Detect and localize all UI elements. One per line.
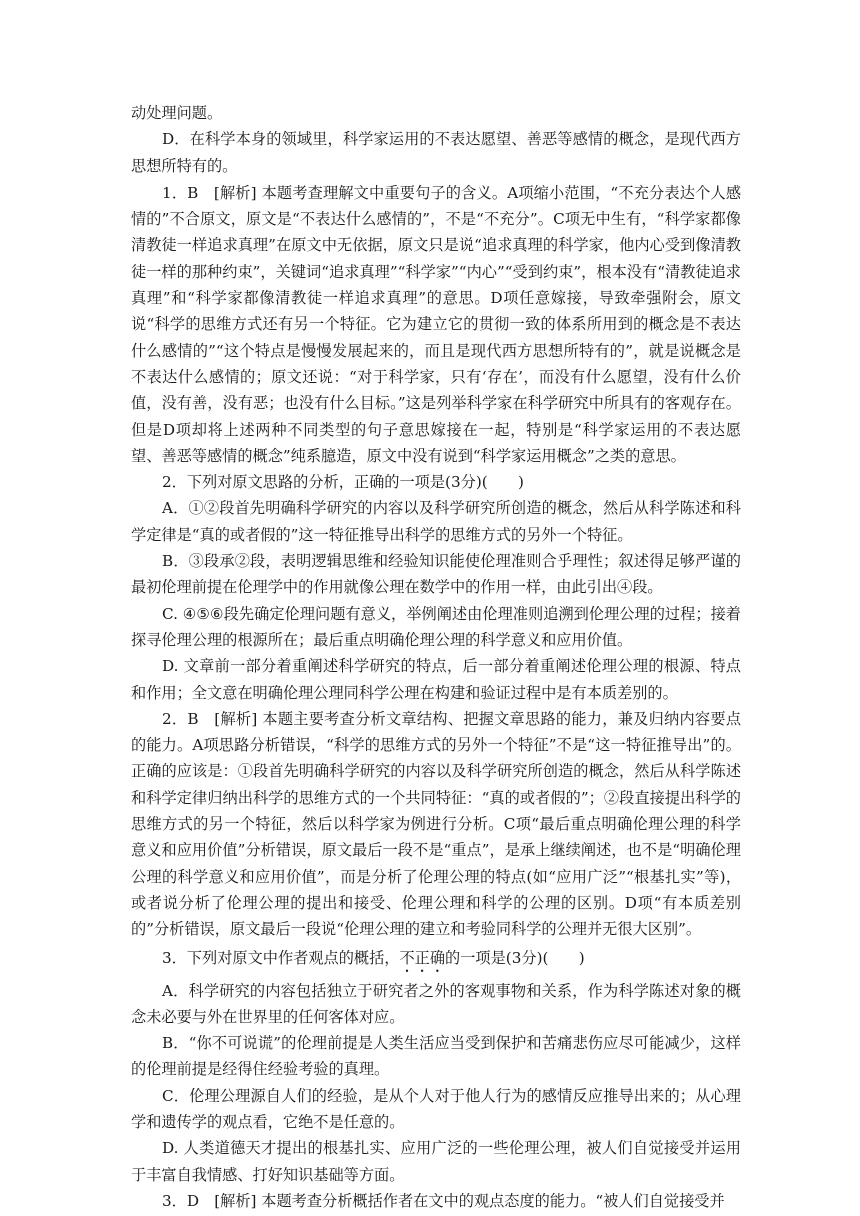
option-d-paragraph (131, 126, 741, 179)
question-3-option-a (131, 978, 741, 1031)
option-text: D. 人类道德天才提出的根基扎实、应用广泛的一些伦理公理，被人们自觉接受并运用于丰富自我情感、打好知识基础等方面。 (131, 1139, 741, 1184)
document-body (131, 100, 741, 1214)
question-3-option-c (131, 1083, 741, 1136)
explanation-text: 本题考查理解文中重要句子的含义。A项缩小范围，“不充分表达个人感情的”不合原文，原文是“不表达什么感情的”，不是“不充分”。C项无中生有，“科学家都像清教徒一样追求真理”在原文中无依据，原文只是说“追求真理的科学家，他内心受到像清教徒一样的那种约束”，关键词“追求真理”“科学家”“内心”“受到约束”，根本没有“清教徒追求真理”和“科学家都像清教徒一样追求真理”的意思。D项任意嫁接，导致牵强附会，原文说“科学的思维方式还有另一个特征。它为建立它的贯彻一致的体系所用到的概念是不表达什么感情的”“这个特点是慢慢发展起来的，而且是现代西方思想所特有的”，就是说概念是不表达什么感情的；原文还说：“对于科学家，只有‘存在’，而没有什么愿望，没有什么价值，没有善，没有恶；也没有什么目标。”这是列举科学家在科学研究中所具有的客观存在。但是D项却将上述两种不同类型的句子意思嫁接在一起，特别是“科学家运用的不表达愿望、善恶等感情的概念”纯系臆造，原文中没有说到“科学家运用概念”之类的意思。 (131, 183, 742, 465)
question-2-option-c (131, 601, 741, 654)
answer-1-explanation (131, 180, 741, 469)
analysis-tag: [解析] (213, 183, 257, 202)
emphasis-text: 不正确 (399, 948, 446, 967)
option-text: C．伦理公理源自人们的经验，是从个人对于他人行为的感情反应推导出来的；从心理学和遗传学的观点看，它绝不是任意的。 (131, 1086, 741, 1131)
option-text: C. ④⑤⑥段先确定伦理问题有意义，举例阐述由伦理准则追溯到伦理公理的过程；接着探寻伦理公理的根源所在；最后重点明确伦理公理的科学意义和应用价值。 (131, 604, 741, 649)
question-2-option-a (131, 495, 741, 548)
paragraph-continuation (131, 100, 741, 126)
answer-number: 3．D (162, 1191, 200, 1210)
answer-number: 2．B (162, 709, 199, 728)
option-text: A．①②段首先明确科学研究的内容以及科学研究所创造的概念，然后从科学陈述和科学定律是“真的或者假的”这一特征推导出科学的思维方式的另外一个特征。 (131, 499, 741, 544)
paragraph-text: 动处理问题。 (131, 104, 223, 122)
question-2 (131, 469, 741, 495)
answer-number: 1．B (162, 183, 199, 202)
analysis-tag: [解析] (214, 709, 258, 728)
explanation-text: 本题考查分析概括作者在文中的观点态度的能力。“被人们自觉接受并 (261, 1191, 725, 1210)
question-3 (131, 945, 741, 976)
option-text: B．“你不可说谎”的伦理前提是人类生活应当受到保护和苦痛悲伤应尽可能减少，这样的伦理前提是经得住经验考验的真理。 (131, 1034, 741, 1079)
question-3-option-b (131, 1030, 741, 1083)
paragraph-text: D．在科学本身的领域里，科学家运用的不表达愿望、善恶等感情的概念，是现代西方思想所特有的。 (131, 130, 741, 175)
question-text: 3．下列对原文中作者观点的概括， (162, 948, 400, 967)
question-text: 的一项是(3分)( ) (445, 948, 585, 967)
answer-3-explanation (131, 1188, 741, 1214)
explanation-text: 本题主要考查分析文章结构、把握文章思路的能力，兼及归纳内容要点的能力。A项思路分析错误，“科学的思维方式的另外一个特征”不是“这一特征推导出”的。正确的应该是：①段首先明确科学研究的内容以及科学研究所创造的概念，然后从科学陈述和科学定律归纳出科学的思维方式的一个共同特征：“真的或者假的”；②段直接提出科学的思维方式的另一个特征，然后以科学家为例进行分析。C项“最后重点明确伦理公理的科学意义和应用价值”分析错误，原文最后一段不是“重点”，是承上继续阐述，也不是“明确伦理公理的科学意义和应用价值”，而是分析了伦理公理的特点(如“应用广泛”“根基扎实”等)，或者说分析了伦理公理的提出和接受、伦理公理和科学的公理的区别。D项“有本质差别的”分析错误，原文最后一段说“伦理公理的建立和考验同科学的公理并无很大区别”。 (131, 709, 742, 939)
answer-2-explanation (131, 706, 741, 943)
question-3-option-d (131, 1135, 741, 1188)
option-text: B．③段承②段，表明逻辑思维和经验知识能使伦理准则合乎理性；叙述得足够严谨的最初伦理前提在伦理学中的作用就像公理在数学中的作用一样，由此引出④段。 (131, 552, 741, 597)
question-2-option-d (131, 653, 741, 706)
option-text: A．科学研究的内容包括独立于研究者之外的客观事物和关系，作为科学陈述对象的概念未必要与外在世界里的任何客体对应。 (131, 981, 741, 1026)
analysis-tag: [解析] (214, 1191, 257, 1210)
question-text: 2．下列对原文思路的分析，正确的一项是(3分)( ) (162, 473, 524, 492)
question-2-option-b (131, 548, 741, 601)
option-text: D. 文章前一部分着重阐述科学研究的特点，后一部分着重阐述伦理公理的根源、特点和作用；全文意在明确伦理公理同科学公理在构建和验证过程中是有本质差别的。 (131, 657, 741, 702)
